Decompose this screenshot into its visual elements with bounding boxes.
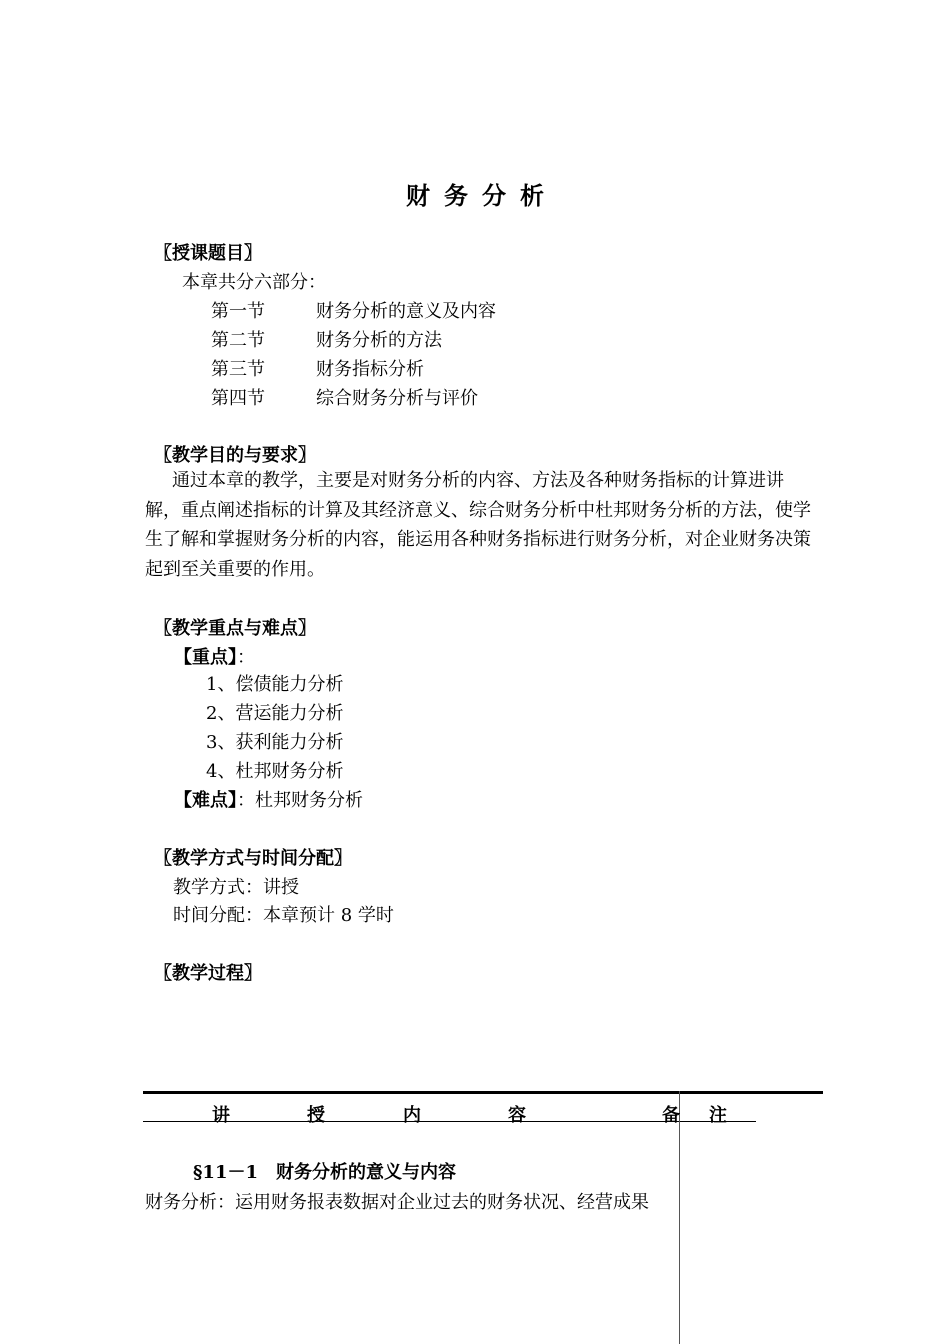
key-colon: ： <box>237 647 255 668</box>
goals-paragraph-text: 通过本章的教学，主要是对财务分析的内容、方法及各种财务指标的计算进讲解，重点阐述指标的计算及其经济意义、综合财务分析中杜邦财务分析的方法，使学生了解和掌握财务分析的内容，能运用各种财务指标进行财务分析，对企业财务决策起到至关重要的作用。 <box>145 470 811 580</box>
topic-item-label: 第四节 <box>211 388 265 409</box>
topic-item-text: 财务指标分析 <box>316 359 424 380</box>
hard-line <box>174 786 363 812</box>
topic-item-text: 财务分析的意义及内容 <box>316 301 496 322</box>
topic-item-text: 财务分析的方法 <box>316 330 442 351</box>
key-item: 2、营运能力分析 <box>206 703 344 724</box>
hard-label: 【难点】 <box>174 790 237 811</box>
time-line: 时间分配：本章预计 8 学时 <box>173 905 394 926</box>
key-item: 3、获利能力分析 <box>206 732 344 753</box>
key-item: 1、偿债能力分析 <box>206 674 344 695</box>
table-top-rule <box>143 1091 823 1094</box>
key-label: 【重点】 <box>174 647 237 668</box>
method-line: 教学方式：讲授 <box>173 877 299 898</box>
table-header-char: 容 <box>508 1105 526 1126</box>
topic-intro: 本章共分六部分： <box>182 272 326 293</box>
heading-goals: 〖教学目的与要求〗 <box>154 445 316 466</box>
document-title: 财务分析 <box>406 181 558 210</box>
table-header-char: 讲 <box>212 1105 230 1126</box>
heading-topic: 〖授课题目〗 <box>154 243 262 264</box>
topic-item-label: 第二节 <box>211 330 265 351</box>
heading-process: 〖教学过程〗 <box>154 963 262 984</box>
table-section-title: §11－1 财务分析的意义与内容 <box>193 1162 456 1183</box>
table-column-divider <box>679 1091 680 1344</box>
topic-item-label: 第一节 <box>211 301 265 322</box>
table-first-line: 财务分析：运用财务报表数据对企业过去的财务状况、经营成果 <box>145 1192 649 1213</box>
hard-text: ：杜邦财务分析 <box>237 790 363 811</box>
heading-keypoints: 〖教学重点与难点〗 <box>154 618 316 639</box>
key-label-line <box>174 643 255 669</box>
topic-item-label: 第三节 <box>211 359 265 380</box>
table-header-char: 注 <box>709 1105 727 1126</box>
table-header-char: 授 <box>307 1105 325 1126</box>
goals-paragraph <box>145 466 815 584</box>
heading-method: 〖教学方式与时间分配〗 <box>154 848 352 869</box>
table-header-char: 备 <box>662 1105 680 1126</box>
topic-item-text: 综合财务分析与评价 <box>316 388 478 409</box>
table-header-char: 内 <box>403 1105 421 1126</box>
key-item: 4、杜邦财务分析 <box>206 761 344 782</box>
